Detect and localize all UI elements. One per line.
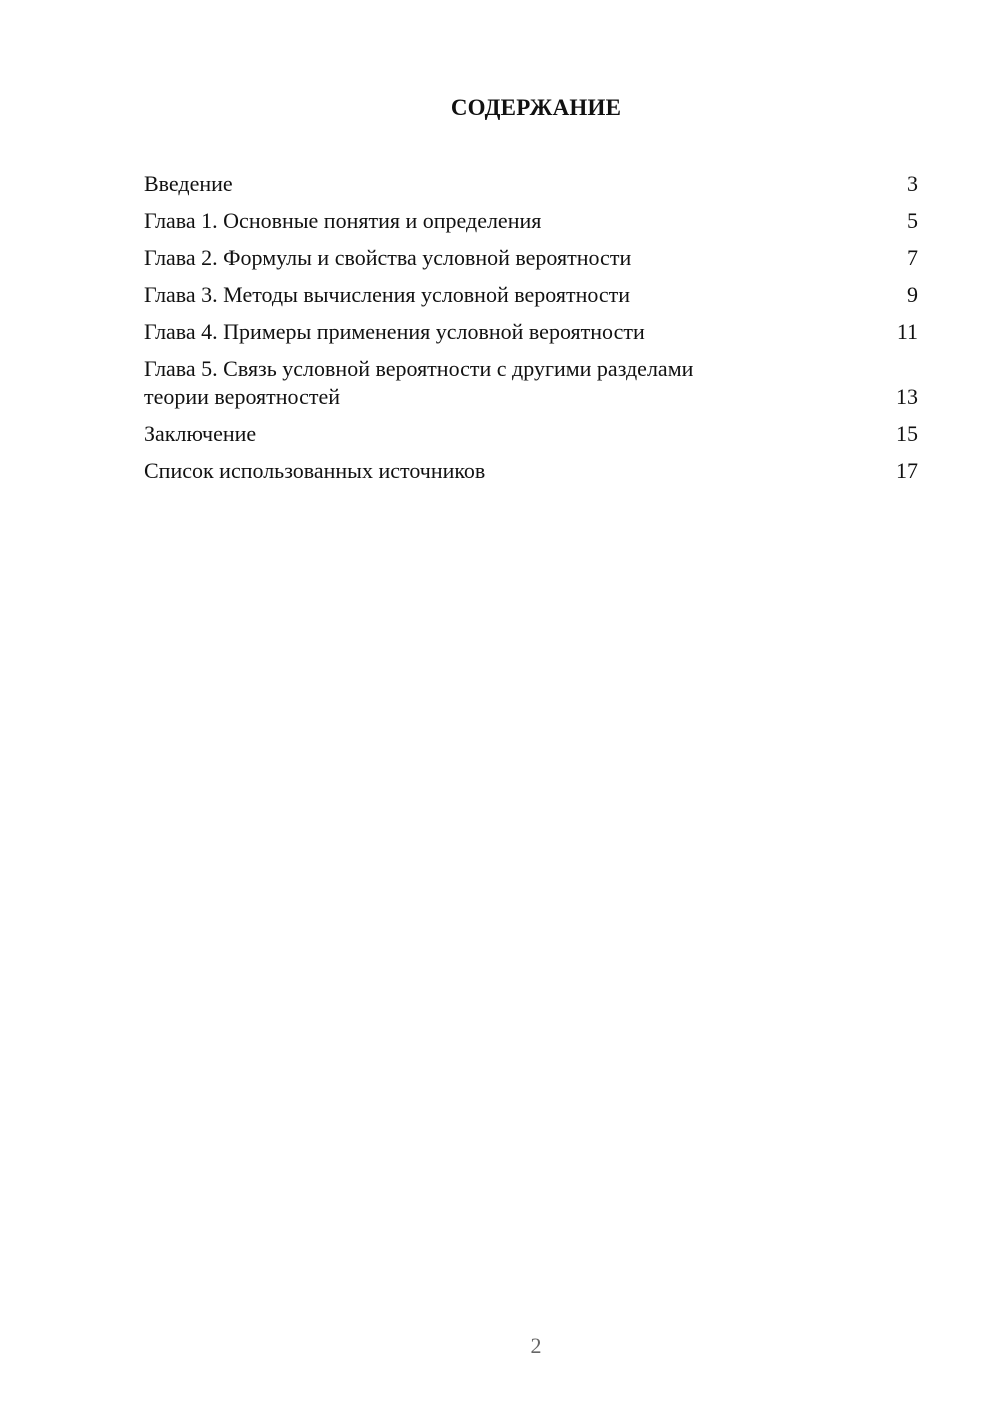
toc-entry-label-line: Глава 1. Основные понятия и определения bbox=[144, 208, 542, 233]
toc-entry-label bbox=[144, 318, 794, 346]
toc-entry-label-line: Введение bbox=[144, 171, 233, 196]
toc-entry-label-line: Глава 5. Связь условной вероятности с другими разделами bbox=[144, 356, 694, 381]
toc-entry-page: 3 bbox=[907, 171, 918, 196]
toc-entry-chapter-5 bbox=[144, 355, 918, 411]
toc-entry-introduction bbox=[144, 170, 918, 198]
toc-title: СОДЕРЖАНИЕ bbox=[450, 95, 622, 120]
table-of-contents bbox=[144, 170, 918, 494]
page-number: 2 bbox=[530, 1333, 542, 1358]
toc-entry-label bbox=[144, 281, 794, 309]
toc-entry-page: 11 bbox=[896, 319, 918, 344]
toc-entry-label bbox=[144, 244, 794, 272]
toc-entry-label bbox=[144, 457, 794, 485]
toc-entry-chapter-3 bbox=[144, 281, 918, 309]
toc-entry-references bbox=[144, 457, 918, 485]
toc-entry-label bbox=[144, 170, 794, 198]
toc-entry-label bbox=[144, 207, 794, 235]
toc-entry-page: 15 bbox=[896, 421, 918, 446]
toc-entry-page: 5 bbox=[907, 208, 918, 233]
toc-entry-label-line: Глава 2. Формулы и свойства условной вероятности bbox=[144, 245, 632, 270]
toc-entry-conclusion bbox=[144, 420, 918, 448]
toc-entry-chapter-4 bbox=[144, 318, 918, 346]
toc-entry-label-line: Глава 3. Методы вычисления условной вероятности bbox=[144, 282, 631, 307]
toc-entry-label-line: теории вероятностей bbox=[144, 384, 341, 409]
toc-entry-chapter-2 bbox=[144, 244, 918, 272]
toc-entry-label bbox=[144, 355, 794, 411]
toc-entry-label-line: Список использованных источников bbox=[144, 458, 486, 483]
toc-entry-page: 9 bbox=[907, 282, 918, 307]
toc-entry-page: 13 bbox=[896, 384, 918, 409]
toc-entry-label-line: Заключение bbox=[144, 421, 257, 446]
toc-entry-page: 17 bbox=[896, 458, 918, 483]
toc-entry-label-line: Глава 4. Примеры применения условной вероятности bbox=[144, 319, 645, 344]
toc-entry-chapter-1 bbox=[144, 207, 918, 235]
toc-entry-page: 7 bbox=[907, 245, 918, 270]
toc-entry-label bbox=[144, 420, 794, 448]
